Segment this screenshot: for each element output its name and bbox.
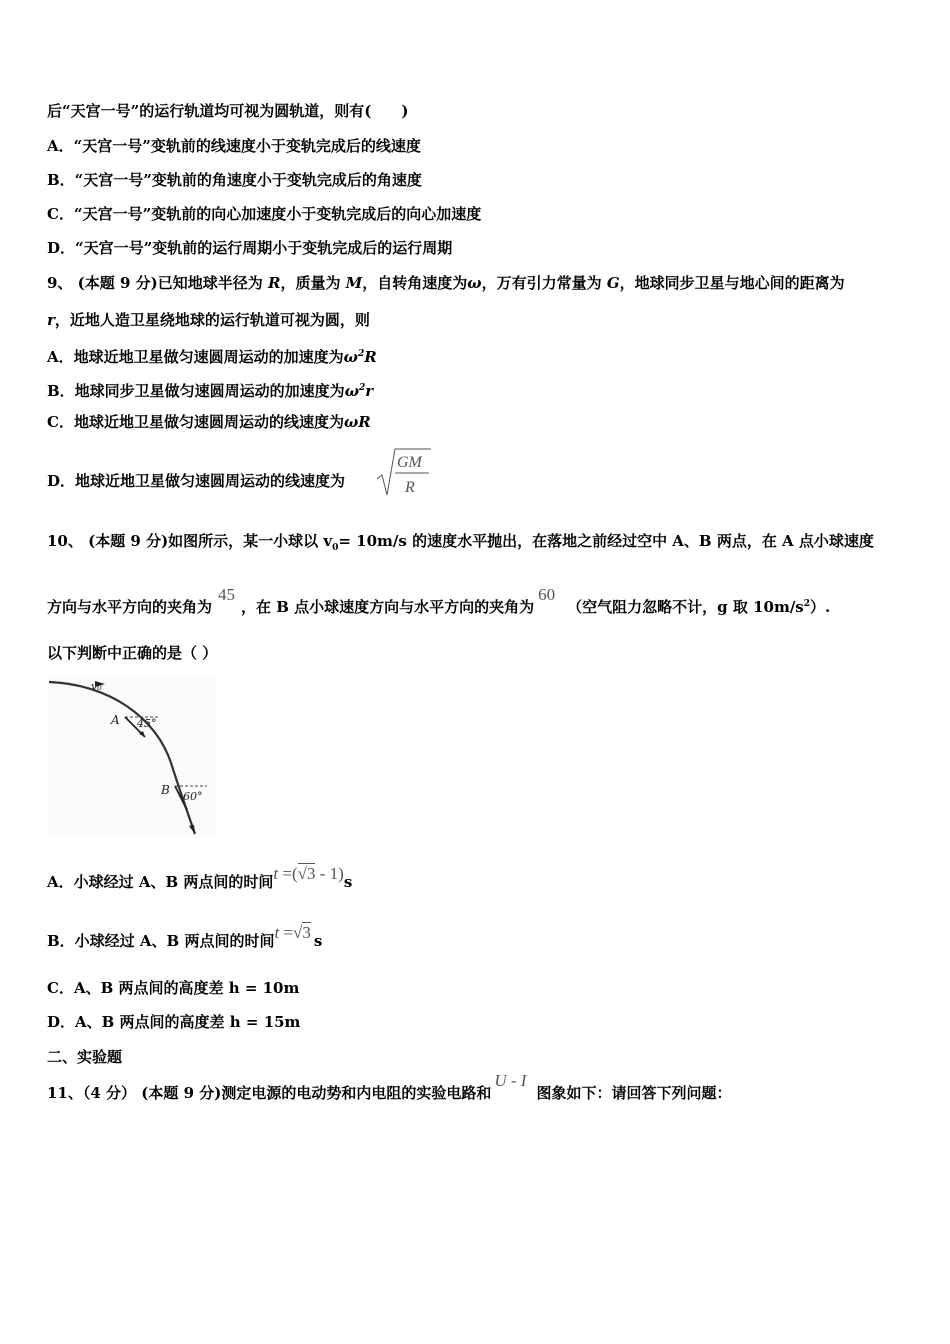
- q9-option-a: A．地球近地卫星做匀速圆周运动的加速度为$\omega^2R$: [47, 348, 377, 366]
- option-var: R: [358, 413, 371, 431]
- q9-text: ，近地人造卫星绕地球的运行轨道可视为圆，则: [54, 311, 370, 329]
- option-text: C．地球近地卫星做匀速圆周运动的线速度为: [47, 413, 344, 431]
- u-i-symbol: U - I: [494, 1071, 527, 1090]
- option-text: B．地球同步卫星做匀速圆周运动的加速度为: [47, 382, 345, 400]
- option-text: A．小球经过 A、B 两点间的时间: [47, 873, 274, 891]
- q10-stem-line2: [47, 585, 831, 617]
- option-text: B．小球经过 A、B 两点间的时间: [47, 932, 275, 950]
- q10-option-c: C．A、B 两点间的高度差 h = 10m: [47, 979, 300, 997]
- q10-text: 方向与水平方向的夹角为: [47, 598, 213, 616]
- projectile-trajectory-figure: [47, 676, 217, 838]
- formula-eq: =(: [278, 864, 298, 883]
- formula-root: 3: [302, 923, 311, 942]
- sqrt-gm-over-r-formula: [375, 445, 433, 499]
- unit-seconds: s: [313, 932, 323, 950]
- q9-text: ，质量为: [280, 274, 346, 292]
- q9-var-r: r: [47, 311, 55, 329]
- formula-t: t: [274, 923, 280, 942]
- q9-option-b: B．地球同步卫星做匀速圆周运动的加速度为$\omega^2r$: [47, 382, 374, 400]
- q9-text: ，地球同步卫星与地心间的距离为: [619, 274, 845, 292]
- q11-text: 11、（4 分） (本题 9 分)测定电源的电动势和内电阻的实验电路和: [47, 1084, 492, 1102]
- option-text: D．地球近地卫星做匀速圆周运动的线速度为: [47, 472, 346, 490]
- q11-stem: [47, 1071, 732, 1103]
- q10-text: ，在 B 点小球速度方向与水平方向的夹角为: [241, 598, 535, 616]
- q9-var-G: G: [606, 274, 620, 292]
- v0-label: v₀: [91, 680, 102, 693]
- q9-var-M: M: [345, 274, 363, 292]
- option-text: A．地球近地卫星做匀速圆周运动的加速度为: [47, 348, 344, 366]
- formula-denominator: R: [405, 479, 415, 496]
- q8-option-d: D．“天宫一号”变轨前的运行周期小于变轨完成后的运行周期: [47, 239, 453, 257]
- angle-60: 60: [538, 585, 556, 604]
- point-b-label: B: [161, 783, 170, 797]
- formula-numerator: GM: [397, 454, 422, 471]
- squared-superscript: 2: [803, 599, 811, 609]
- q9-text: ，万有引力常量为: [481, 274, 607, 292]
- q9-var-omega: ω: [467, 274, 482, 292]
- formula-eq: =: [279, 923, 294, 942]
- q10-option-a: A．小球经过 A、B 两点间的时间t =(√3 - 1)s: [47, 864, 353, 891]
- formula-root: 3: [306, 864, 316, 883]
- q9-stem-line1: [47, 273, 845, 293]
- q9-text: 9、 (本题 9 分)已知地球半径为: [47, 274, 268, 292]
- q9-var-R: R: [267, 274, 281, 292]
- formula-t: t: [273, 864, 279, 883]
- option-var: r: [365, 382, 374, 400]
- v0-subscript: 0: [332, 543, 339, 553]
- angle-45: 45: [218, 585, 236, 604]
- unit-seconds: s: [343, 873, 353, 891]
- q8-option-b: B．“天宫一号”变轨前的角速度小于变轨完成后的角速度: [47, 171, 422, 189]
- q8-option-c: C．“天宫一号”变轨前的向心加速度小于变轨完成后的向心加速度: [47, 205, 482, 223]
- q10-stem-line1: [47, 531, 874, 558]
- q10-text: ）.: [810, 598, 831, 616]
- q10-stem-line3: 以下判断中正确的是（ ）: [47, 644, 218, 662]
- q10-text: 10、 (本题 9 分)如图所示，某一小球以 v: [47, 532, 333, 550]
- q9-stem-line2: [47, 310, 370, 330]
- q9-option-c: C．地球近地卫星做匀速圆周运动的线速度为ωR: [47, 413, 371, 431]
- q10-text: （空气阻力忽略不计，g 取 10m/s: [567, 598, 804, 616]
- angle-45-label: 45°: [137, 717, 157, 730]
- q11-text: 图象如下：请回答下列问题：: [536, 1084, 732, 1102]
- q8-stem-tail: 后“天宫一号”的运行轨道均可视为圆轨道，则有( ): [47, 102, 409, 120]
- q9-text: ，自转角速度为: [362, 274, 468, 292]
- q8-option-a: A．“天宫一号”变轨前的线速度小于变轨完成后的线速度: [47, 137, 421, 155]
- q10-option-d: D．A、B 两点间的高度差 h = 15m: [47, 1013, 301, 1031]
- point-a-label: A: [111, 713, 120, 727]
- q9-option-d: [47, 471, 345, 491]
- q10-option-b: B．小球经过 A、B 两点间的时间t =√3 s: [47, 923, 323, 950]
- formula-post: - 1): [315, 864, 344, 883]
- section-heading-experiment: 二、实验题: [47, 1048, 123, 1066]
- q10-text: = 10m/s 的速度水平抛出，在落地之前经过空中 A、B 两点，在 A 点小球速度: [338, 532, 874, 550]
- angle-60-label: 60°: [183, 790, 203, 803]
- option-var: R: [364, 348, 377, 366]
